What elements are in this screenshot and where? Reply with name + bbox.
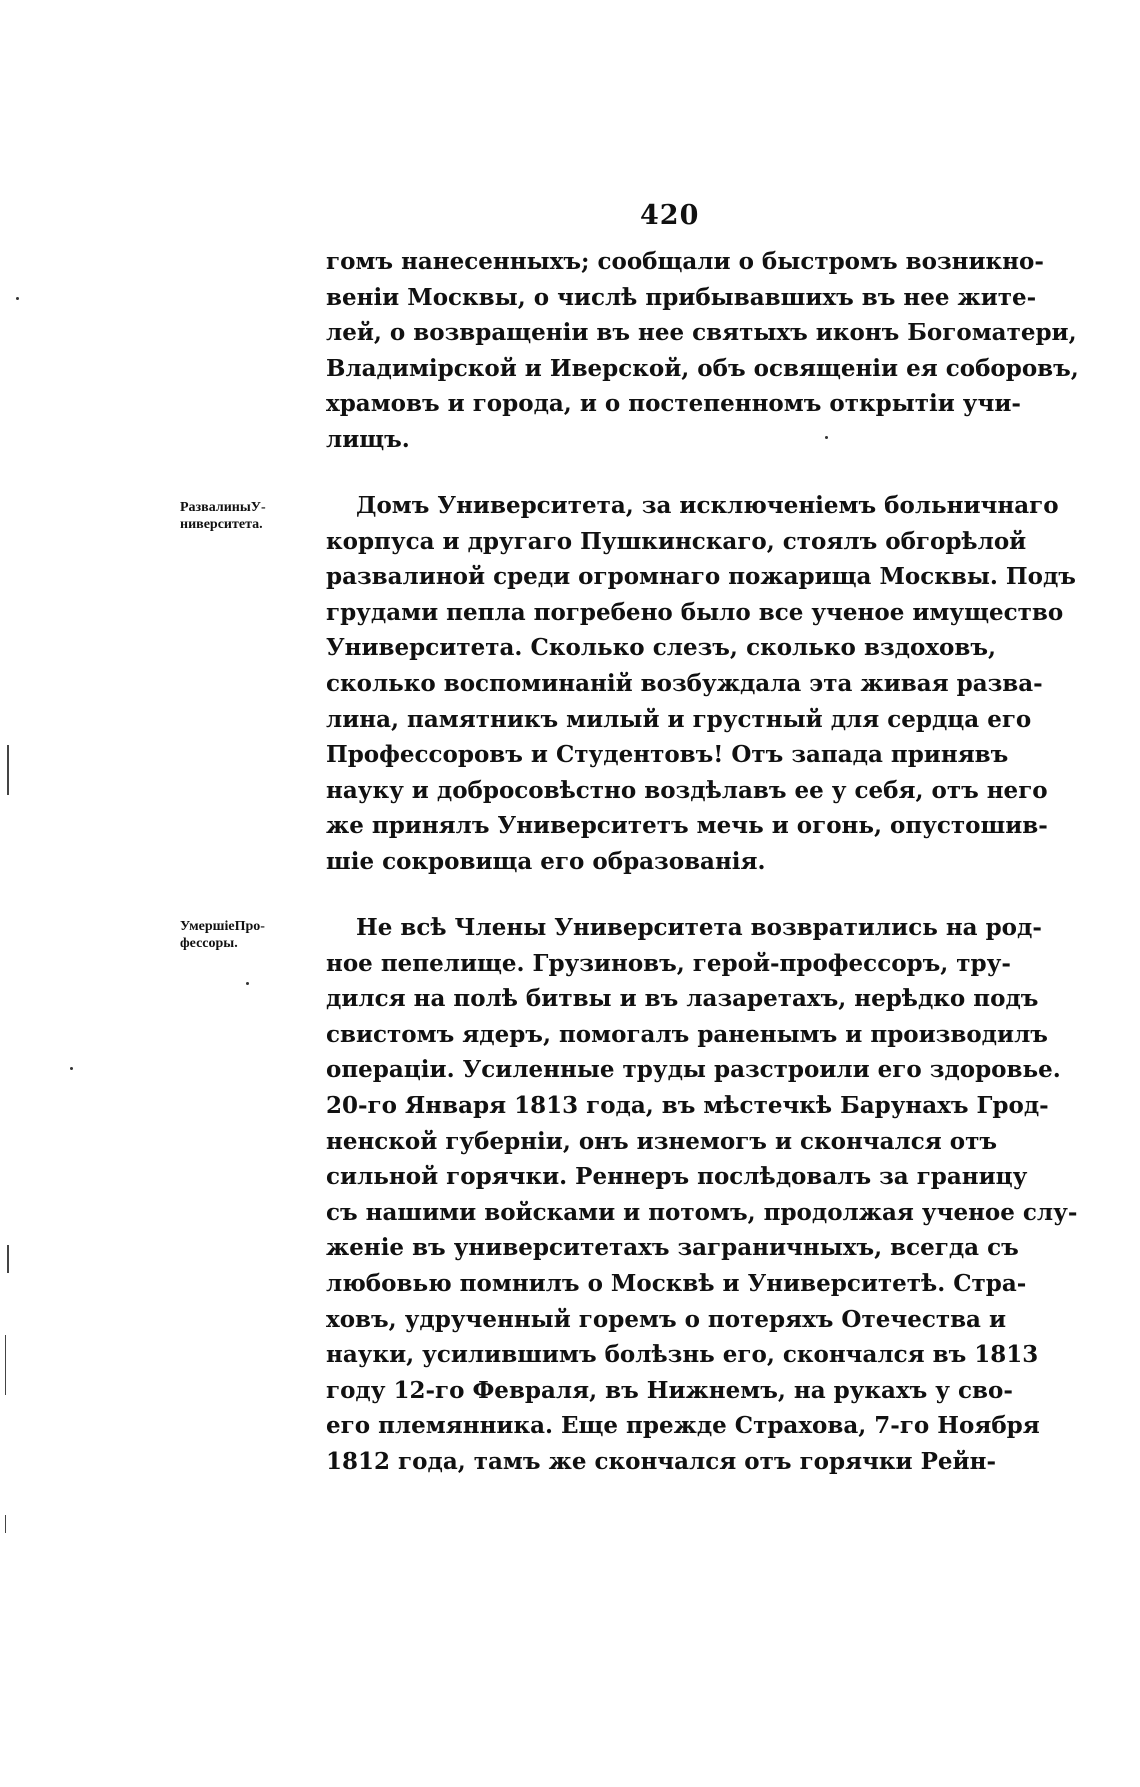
text-line: лей, о возвращеніи въ нее святыхъ иконъ Богоматери, xyxy=(326,319,1077,347)
text-line: 20-го Января 1813 года, въ мѣстечкѣ Барунахъ Грод- xyxy=(326,1091,1049,1119)
text-line: свистомъ ядеръ, помогалъ раненымъ и производилъ xyxy=(326,1020,1048,1048)
margin-note-line: УмершіеПро- xyxy=(180,919,265,934)
margin-note-line: фессоры. xyxy=(180,936,238,951)
paragraph-continuation xyxy=(326,244,1079,458)
text-line: лищъ. xyxy=(326,425,410,453)
text-line: любовью помнилъ о Москвѣ и Университетѣ. Стра- xyxy=(326,1269,1027,1297)
text-line: женіе въ университетахъ заграничныхъ, всегда съ xyxy=(326,1234,1019,1262)
scan-speck xyxy=(70,1067,73,1070)
scan-speck xyxy=(825,436,828,439)
text-line: корпуса и другаго Пушкинскаго, стоялъ обгорѣлой xyxy=(326,527,1027,555)
scan-speck xyxy=(246,982,249,985)
scan-edge-mark xyxy=(7,745,9,795)
paragraph-university-ruins xyxy=(326,488,1076,880)
text-line: ненской губерніи, онъ изнемогъ и скончался отъ xyxy=(326,1127,997,1155)
text-line: ховъ, удрученный горемъ о потеряхъ Отечества и xyxy=(326,1305,1007,1333)
text-line: храмовъ и города, и о постепенномъ открытіи учи- xyxy=(326,390,1021,418)
text-line: сколько воспоминаній возбуждала эта живая разва- xyxy=(326,669,1043,697)
text-line: же принялъ Университетъ мечь и огонь, опустошив- xyxy=(326,812,1048,840)
page-number: 420 xyxy=(640,200,700,231)
scan-edge-mark xyxy=(7,1245,9,1273)
scan-speck xyxy=(16,297,19,300)
margin-note-line: РазвалиныУ- xyxy=(180,500,266,515)
text-line: грудами пепла погребено было все ученое имущество xyxy=(326,598,1064,626)
text-line: Домъ Университета, за исключеніемъ больничнаго xyxy=(356,492,1059,519)
text-line: гомъ нанесенныхъ; сообщали о быстромъ возникно- xyxy=(326,248,1044,275)
text-line: ное пепелище. Грузиновъ, герой-профессоръ, тру- xyxy=(326,949,1011,977)
text-line: Не всѣ Члены Университета возвратились на род- xyxy=(356,914,1042,941)
text-line: его племянника. Еще прежде Страхова, 7-го Ноября xyxy=(326,1412,1040,1440)
margin-note-line: ниверситета. xyxy=(180,517,263,532)
text-line: году 12-го Февраля, въ Нижнемъ, на рукахъ у сво- xyxy=(326,1376,1013,1404)
margin-note-deceased-professors xyxy=(180,918,330,952)
scan-edge-mark xyxy=(5,1335,6,1395)
text-line: науки, усилившимъ болѣзнь его, скончался въ 1813 xyxy=(326,1341,1039,1369)
text-line: Университета. Сколько слезъ, сколько вздоховъ, xyxy=(326,634,996,662)
paragraph-deceased-professors xyxy=(326,910,1078,1480)
scan-edge-mark xyxy=(5,1515,6,1533)
text-line: дился на полѣ битвы и въ лазаретахъ, нерѣдко подъ xyxy=(326,985,1039,1013)
text-line: науку и добросовѣстно воздѣлавъ ее у себя, отъ него xyxy=(326,776,1048,804)
text-line: лина, памятникъ милый и грустный для сердца его xyxy=(326,705,1032,733)
margin-note-university-ruins xyxy=(180,499,330,533)
text-line: Профессоровъ и Студентовъ! Отъ запада принявъ xyxy=(326,741,1009,769)
text-line: сильной горячки. Реннеръ послѣдовалъ за границу xyxy=(326,1163,1028,1191)
text-line: веніи Москвы, о числѣ прибывавшихъ въ нее жите- xyxy=(326,283,1037,311)
text-line: шіе сокровища его образованія. xyxy=(326,847,766,875)
text-line: съ нашими войсками и потомъ, продолжая ученое слу- xyxy=(326,1198,1078,1226)
text-line: операціи. Усиленные труды разстроили его здоровье. xyxy=(326,1056,1061,1084)
text-line: развалиной среди огромнаго пожарища Москвы. Подъ xyxy=(326,563,1076,591)
text-line: Владимірской и Иверской, объ освященіи ея соборовъ, xyxy=(326,354,1079,382)
text-line: 1812 года, тамъ же скончался отъ горячки Рейн- xyxy=(326,1447,996,1475)
